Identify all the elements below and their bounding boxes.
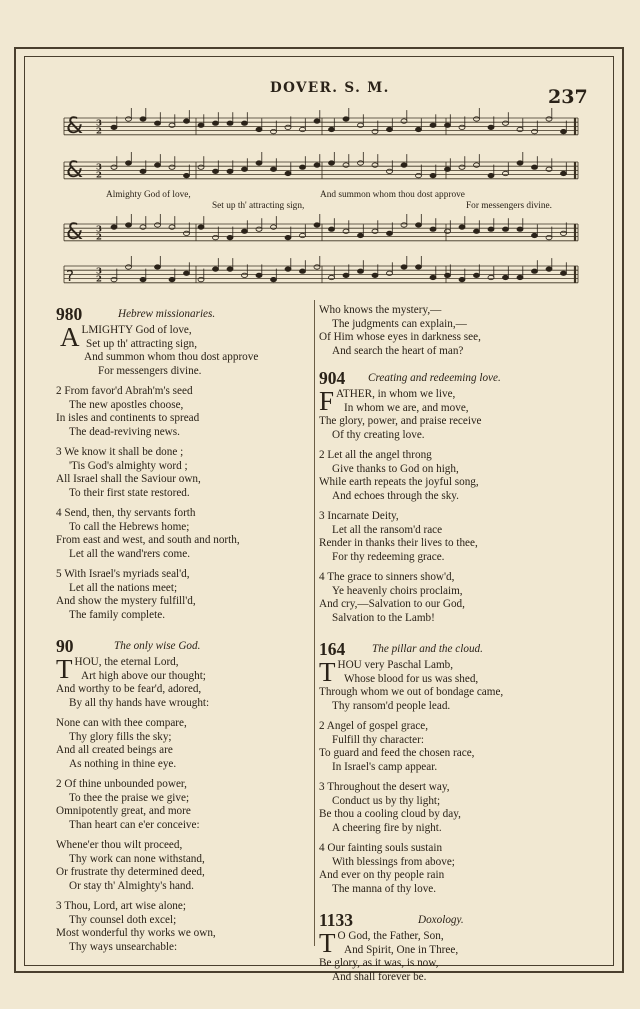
verse-line: Ye heavenly choirs proclaim, bbox=[332, 584, 463, 597]
hymn-number: 904 bbox=[319, 368, 346, 388]
verse-line: 'Tis God's almighty word ; bbox=[69, 459, 188, 472]
column-divider bbox=[314, 300, 315, 946]
verse-line: Or stay th' Almighty's hand. bbox=[69, 879, 194, 892]
dropcap: F bbox=[319, 386, 335, 416]
verse-line: 5 With Israel's myriads seal'd, bbox=[56, 568, 190, 580]
verse-line: HOU very Paschal Lamb, bbox=[337, 659, 454, 671]
verse-line: And show the mystery fulfill'd, bbox=[56, 595, 196, 607]
verse-line: And summon whom thou dost approve bbox=[84, 351, 259, 363]
svg-text:2: 2 bbox=[96, 170, 102, 181]
verse-line: Who knows the mystery,— bbox=[319, 304, 442, 316]
verse-line: Thy glory fills the sky; bbox=[69, 730, 172, 743]
verse-line: And echoes through the sky. bbox=[332, 489, 459, 502]
hymn-title: Hebrew missionaries. bbox=[118, 308, 216, 320]
verse-line: A cheering fire by night. bbox=[332, 821, 442, 834]
right-column bbox=[319, 304, 609, 984]
verse-line: Give thanks to God on high, bbox=[332, 462, 459, 475]
verse-line: The new apostles choose, bbox=[69, 398, 184, 411]
page-number: 237 bbox=[548, 86, 588, 108]
verse-line: 4 Send, then, thy servants forth bbox=[56, 507, 196, 519]
left-column bbox=[56, 304, 311, 954]
verse-line: 2 Angel of gospel grace, bbox=[319, 720, 429, 732]
hymn-title: Doxology. bbox=[418, 914, 464, 926]
verse-line: Or frustrate thy determined deed, bbox=[56, 866, 205, 878]
verse-line: Of thy creating love. bbox=[332, 428, 425, 441]
svg-text:2: 2 bbox=[96, 232, 102, 243]
verse-line: Through whom we out of bondage came, bbox=[319, 686, 504, 698]
verse-line: 2 From favor'd Abrah'm's seed bbox=[56, 385, 193, 397]
verse-line: Let all the wand'rers come. bbox=[69, 547, 190, 560]
svg-text:?: ? bbox=[66, 267, 74, 285]
verse-line: While earth repeats the joyful song, bbox=[319, 476, 479, 488]
svg-text:3: 3 bbox=[96, 162, 102, 173]
verse-line: 3 Throughout the desert way, bbox=[319, 781, 450, 793]
hymn-number: 90 bbox=[56, 636, 74, 656]
verse-line: With blessings from above; bbox=[332, 855, 455, 868]
dropcap: T bbox=[56, 654, 73, 684]
verse-line: And search the heart of man? bbox=[332, 344, 464, 357]
dropcap: A bbox=[60, 322, 80, 352]
verse-line: And cry,—Salvation to our God, bbox=[319, 598, 465, 610]
verse-line: And Spirit, One in Three, bbox=[344, 943, 459, 956]
verse-line: And all created beings are bbox=[56, 744, 173, 756]
verse-line: Most wonderful thy works we own, bbox=[56, 927, 216, 939]
hymn-title: Creating and redeeming love. bbox=[368, 372, 501, 384]
hymn-title: The pillar and the cloud. bbox=[372, 643, 483, 655]
verse-line: 3 We know it shall be done ; bbox=[56, 446, 184, 458]
verse-line: For messengers divine. bbox=[98, 364, 202, 377]
verse-line: The judgments can explain,— bbox=[332, 317, 467, 330]
svg-text:2: 2 bbox=[96, 126, 102, 137]
verse-line: Art high above our thought; bbox=[81, 669, 206, 682]
verse-line: Fulfill thy character: bbox=[332, 733, 424, 746]
verse-line: In isles and continents to spread bbox=[56, 412, 200, 424]
tune-title: DOVER. S. M. bbox=[270, 80, 390, 96]
verse-line: HOU, the eternal Lord, bbox=[74, 656, 179, 668]
lyric-line-1: Almighty God of love, bbox=[106, 190, 191, 200]
verse-line: To call the Hebrews home; bbox=[69, 520, 190, 533]
verse-line: Whose blood for us was shed, bbox=[344, 672, 479, 685]
verse-line: Set up th' attracting sign, bbox=[86, 337, 198, 350]
hymn-1133 bbox=[319, 910, 609, 984]
hymn-90 bbox=[56, 636, 311, 954]
verse-line: Thy work can none withstand, bbox=[69, 852, 205, 865]
verse-line: Of Him whose eyes in darkness see, bbox=[319, 331, 481, 343]
continuation-stanza bbox=[319, 304, 609, 358]
verse-line: And ever on thy people rain bbox=[319, 869, 445, 881]
verse-line: The glory, power, and praise receive bbox=[319, 415, 482, 427]
verse-line: 2 Let all the angel throng bbox=[319, 449, 432, 461]
verse-line: 2 Of thine unbounded power, bbox=[56, 778, 187, 790]
verse-line: Let all the nations meet; bbox=[69, 581, 178, 594]
verse-line: And worthy to be fear'd, adored, bbox=[56, 683, 202, 695]
verse-line: The family complete. bbox=[69, 608, 165, 621]
verse-line: None can with thee compare, bbox=[56, 717, 187, 729]
svg-text:3: 3 bbox=[96, 118, 102, 129]
hymn-number: 1133 bbox=[319, 910, 354, 930]
verse-line: Conduct us by thy light; bbox=[332, 794, 441, 807]
verse-line: Let all the ransom'd race bbox=[332, 523, 443, 536]
verse-line: To thee the praise we give; bbox=[69, 791, 190, 804]
verse-line: Be thou a cooling cloud by day, bbox=[319, 808, 461, 820]
music-score bbox=[0, 0, 640, 300]
svg-text:&: & bbox=[66, 114, 84, 139]
verse-line: Omnipotently great, and more bbox=[56, 805, 191, 817]
verse-line: In Israel's camp appear. bbox=[332, 760, 438, 773]
verse-line: 3 Incarnate Deity, bbox=[319, 510, 399, 522]
verse-line: Be glory, as it was, is now, bbox=[319, 957, 439, 969]
verse-line: Render in thanks their lives to thee, bbox=[319, 537, 478, 549]
verse-line: And shall forever be. bbox=[332, 970, 427, 983]
dropcap: T bbox=[319, 928, 336, 958]
verse-line: In whom we are, and move, bbox=[344, 401, 469, 414]
dropcap: T bbox=[319, 657, 336, 687]
verse-line: 4 The grace to sinners show'd, bbox=[319, 571, 455, 583]
verse-line: For thy redeeming grace. bbox=[332, 550, 445, 563]
verse-line: 3 Thou, Lord, art wise alone; bbox=[56, 900, 186, 912]
verse-line: Thy counsel doth excel; bbox=[69, 913, 177, 926]
hymn-number: 164 bbox=[319, 639, 346, 659]
hymn-980 bbox=[56, 304, 311, 622]
verse-line: To their first state restored. bbox=[69, 486, 190, 499]
hymn-title: The only wise God. bbox=[114, 640, 201, 652]
lyric-line-3: And summon whom thou dost approve bbox=[320, 190, 465, 200]
svg-text:2: 2 bbox=[96, 274, 102, 285]
hymn-number: 980 bbox=[56, 304, 83, 324]
verse-line: 4 Our fainting souls sustain bbox=[319, 842, 443, 854]
verse-line: O God, the Father, Son, bbox=[337, 930, 444, 942]
verse-line: The manna of thy love. bbox=[332, 882, 437, 895]
hymn-164 bbox=[319, 639, 609, 896]
verse-line: As nothing in thine eye. bbox=[69, 757, 177, 770]
verse-line: Thy ransom'd people lead. bbox=[332, 699, 451, 712]
verse-line: All Israel shall the Saviour own, bbox=[56, 473, 201, 485]
verse-line: To guard and feed the chosen race, bbox=[319, 747, 475, 759]
verse-line: Salvation to the Lamb! bbox=[332, 611, 435, 624]
hymn-904 bbox=[319, 368, 609, 625]
verse-line: Thy ways unsearchable: bbox=[69, 940, 178, 953]
verse-line: Than heart can e'er conceive: bbox=[69, 818, 200, 831]
svg-text:&: & bbox=[66, 220, 84, 245]
lyric-line-2: Set up th' attracting sign, bbox=[212, 201, 305, 211]
verse-line: By all thy hands have wrought: bbox=[69, 696, 210, 709]
svg-text:3: 3 bbox=[96, 224, 102, 235]
verse-line: LMIGHTY God of love, bbox=[81, 324, 192, 336]
verse-line: Whene'er thou wilt proceed, bbox=[56, 839, 183, 851]
svg-text:&: & bbox=[66, 158, 84, 183]
verse-line: ATHER, in whom we live, bbox=[336, 388, 456, 400]
verse-line: From east and west, and south and north, bbox=[56, 534, 240, 546]
svg-text:3: 3 bbox=[96, 266, 102, 277]
verse-line: The dead-reviving news. bbox=[69, 425, 180, 438]
lyric-line-4: For messengers divine. bbox=[466, 201, 552, 211]
